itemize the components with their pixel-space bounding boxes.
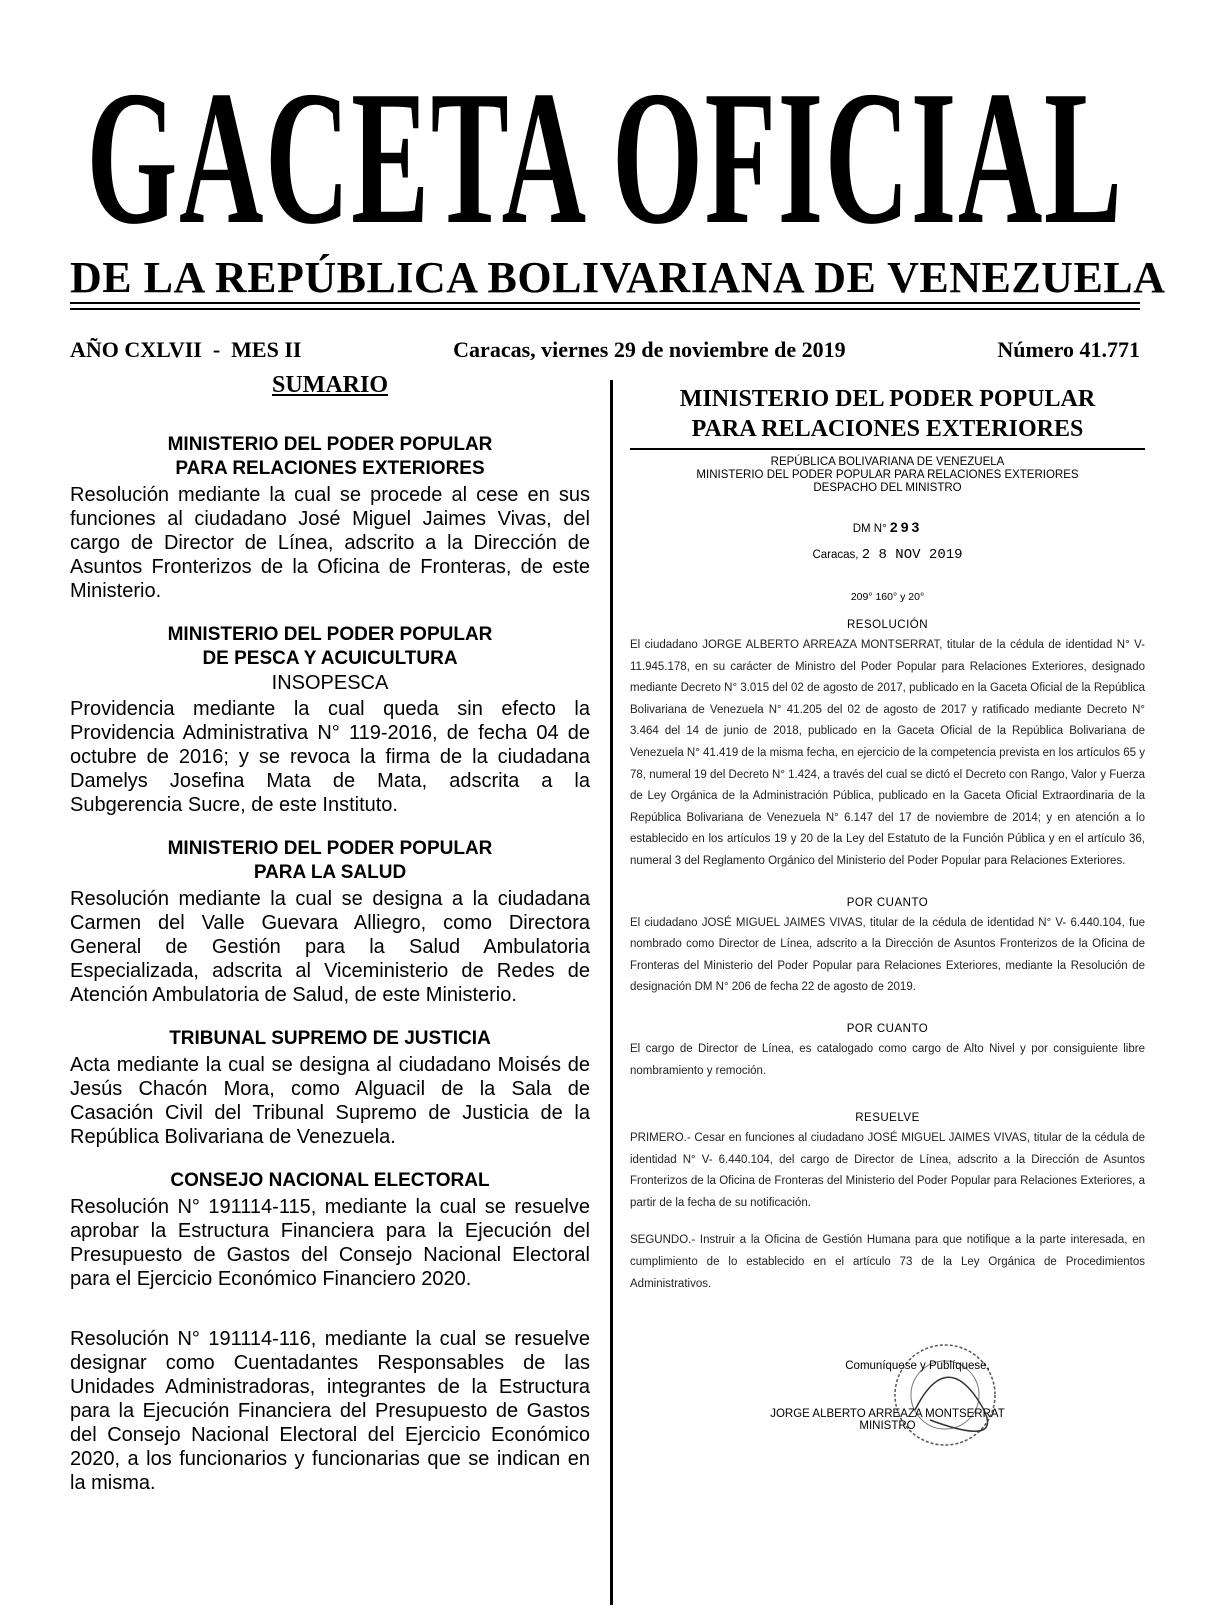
dm-value: 293 (889, 519, 923, 535)
masthead-subtitle: DE LA REPÚBLICA BOLIVARIANA DE VENEZUELA (70, 253, 1166, 302)
top-rule-2 (70, 308, 1140, 310)
sumario-title: SUMARIO (271, 372, 388, 398)
resolucion-paragraph: El ciudadano JORGE ALBERTO ARREAZA MONTSERRAT, titular de la cédula de identidad N° V-11.945.178, en su carácter de Ministro del Poder Popular para Relaciones Exteriores, designado mediante Decreto N° 3.015 del 02 de agosto de 2017, publicado en la Gaceta Oficial de la República Bolivariana de Venezuela N° 41.205 del 02 de agosto de 2017 y ratificado mediante Decreto N° 3.464 del 14 de junio de 2018, publicado en la Gaceta Oficial de la República Bolivariana de Venezuela N° 41.419 de la misma fecha, en ejercicio de la competencia prevista en los artículos 65 y 78, numeral 19 del Decreto N° 1.424, a través del cual se dictó el Decreto con Rango, Valor y Fuerza de Ley Orgánica de la Administración Pública, publicado en la Gaceta Oficial Extraordinaria de la República Bolivariana de Venezuela N° 6.147 del 17 de noviembre de 2014; y en atención a lo establecido en los artículos 19 y 20 de la Ley del Estatuto de la Función Pública y en el artículo 36, numeral 3 del Reglamento Orgánico del Ministerio del Poder Popular para Relaciones Exteriores. (630, 639, 1145, 867)
section-heading: TRIBUNAL SUPREMO DE JUSTICIA (169, 1028, 491, 1049)
place-date (630, 547, 1145, 563)
section-text: Acta mediante la cual se designa al ciudadano Moisés de Jesús Chacón Mora, como Alguacil de la Sala de Casación Civil del Tribunal Supremo de Justicia de la República Bolivariana de Venezuela. (70, 1054, 590, 1148)
porcuanto-heading: POR CUANTO (846, 896, 929, 909)
signer-role: MINISTRO (859, 1420, 916, 1432)
section-text: Providencia mediante la cual queda sin efecto la Providencia Administrativa N° 119-2016, de fecha 04 de octubre de 2016; y se revoca la firma de la ciudadana Damelys Josefina Mata de Mata, adscrita a la Subgerencia Sucre, de este Instituto. (70, 698, 590, 816)
segundo-paragraph: SEGUNDO.- Instruir a la Oficina de Gestión Humana para que notifique a la parte interesada, en cumplimiento de lo establecido en el artículo 73 de la Ley Orgánica de Procedimientos Administrativos. (630, 1234, 1145, 1290)
porcuanto-heading: POR CUANTO (846, 1022, 929, 1035)
closing-line: Comuníquese y Publíquese, (845, 1360, 990, 1372)
masthead (70, 51, 1166, 302)
ministry-rule (630, 448, 1145, 450)
column-divider (610, 380, 613, 1605)
sumario-section (70, 1027, 590, 1149)
place-label: Caracas, (812, 549, 859, 561)
issue-date: Caracas, viernes 29 de noviembre de 2019 (453, 337, 846, 362)
section-text: Resolución mediante la cual se designa a la ciudadana Carmen del Valle Guevara Alliegro, como Directora General de Gestión para la Salud Ambulatoria Especializada, adscrita al Viceministerio de Redes de Atención Ambulatoria de Salud, de este Ministerio. (70, 888, 590, 1006)
year-month: AÑO CXLVII - MES II (70, 337, 302, 362)
stamped-date: 2 8 NOV 2019 (861, 547, 963, 563)
dm-number (630, 519, 1145, 535)
letterhead-line: MINISTERIO DEL PODER POPULAR PARA RELACIONES EXTERIORES (696, 469, 1079, 481)
signature-space (630, 1372, 1145, 1408)
letterhead-line: DESPACHO DEL MINISTRO (813, 482, 962, 494)
masthead-title: GACETA OFICIAL (86, 51, 1124, 265)
signer-name: JORGE ALBERTO ARREAZA MONTSERRAT (770, 1408, 1005, 1420)
porcuanto-paragraph: El ciudadano JOSÉ MIGUEL JAIMES VIVAS, titular de la cédula de identidad N° V- 6.440.104, fue nombrado como Director de Línea, adscrito a la Dirección de Asuntos Fronterizos de la Oficina de Fronteras del Ministerio del Poder Popular para Relaciones Exteriores, mediante la Resolución de designación DM N° 206 de fecha 22 de agosto de 2019. (630, 916, 1145, 994)
sumario-column (70, 372, 590, 1515)
section-heading: CONSEJO NACIONAL ELECTORAL (170, 1170, 490, 1191)
section-heading: MINISTERIO DEL PODER POPULAR (167, 624, 493, 645)
section-heading: MINISTERIO DEL PODER POPULAR (167, 434, 493, 455)
section-text: Resolución N° 191114-115, mediante la cual se resuelve aprobar la Estructura Financiera para la Ejecución del Presupuesto de Gastos del Consejo Nacional Electoral para el Ejercicio Económico Financiero 2020. (70, 1196, 590, 1290)
resolucion-heading: RESOLUCIÓN (846, 619, 929, 631)
porcuanto-paragraph: El cargo de Director de Línea, es catalogado como cargo de Alto Nivel y por consiguiente libre nombramiento y remoción. (630, 1042, 1145, 1077)
resolution-column (630, 384, 1145, 1295)
section-subheading: INSOPESCA (271, 672, 389, 694)
ministry-heading: PARA RELACIONES EXTERIORES (691, 416, 1084, 442)
resuelve-heading: RESUELVE (855, 1112, 920, 1125)
section-heading: MINISTERIO DEL PODER POPULAR (167, 838, 493, 859)
ministry-heading: MINISTERIO DEL PODER POPULAR (679, 386, 1096, 412)
sumario-section (70, 1169, 590, 1495)
sumario-section (70, 433, 590, 603)
section-heading: PARA LA SALUD (253, 862, 407, 883)
dateline (70, 337, 1140, 363)
top-rule (70, 302, 1140, 304)
section-text: Resolución N° 191114-116, mediante la cual se resuelve designar como Cuentadantes Responsables de las Unidades Administradoras, integrantes de la Estructura para la Ejecución Financiera del Presupuesto de Gastos del Consejo Nacional Electoral del Ejercicio Económico 2020, a los funcionarios y funcionarias que se indican en la misma. (70, 1328, 590, 1494)
dm-label: DM N° (852, 523, 887, 535)
sumario-section (70, 623, 590, 817)
signature-block (630, 1360, 1145, 1432)
section-heading: DE PESCA Y ACUICULTURA (202, 648, 458, 669)
section-heading: PARA RELACIONES EXTERIORES (175, 458, 485, 479)
years-line: 209° 160° y 20° (850, 591, 925, 603)
sumario-section (70, 837, 590, 1007)
section-text: Resolución mediante la cual se procede al cese en sus funciones al ciudadano José Miguel Jaimes Vivas, del cargo de Director de Línea, adscrito a la Dirección de Asuntos Fronterizos de la Oficina de Fronteras, de este Ministerio. (70, 484, 590, 602)
letterhead-line: REPÚBLICA BOLIVARIANA DE VENEZUELA (770, 456, 1005, 468)
issue-number: Número 41.771 (997, 337, 1140, 362)
primero-paragraph: PRIMERO.- Cesar en funciones al ciudadano JOSÉ MIGUEL JAIMES VIVAS, titular de la cédula de identidad N° V- 6.440.104, del cargo de Director de Línea, adscrito a la Dirección de Asuntos Fronterizos de la Oficina de Fronteras del Ministerio del Poder Popular para Relaciones Exteriores, a partir de la fecha de su notificación. (630, 1132, 1145, 1209)
